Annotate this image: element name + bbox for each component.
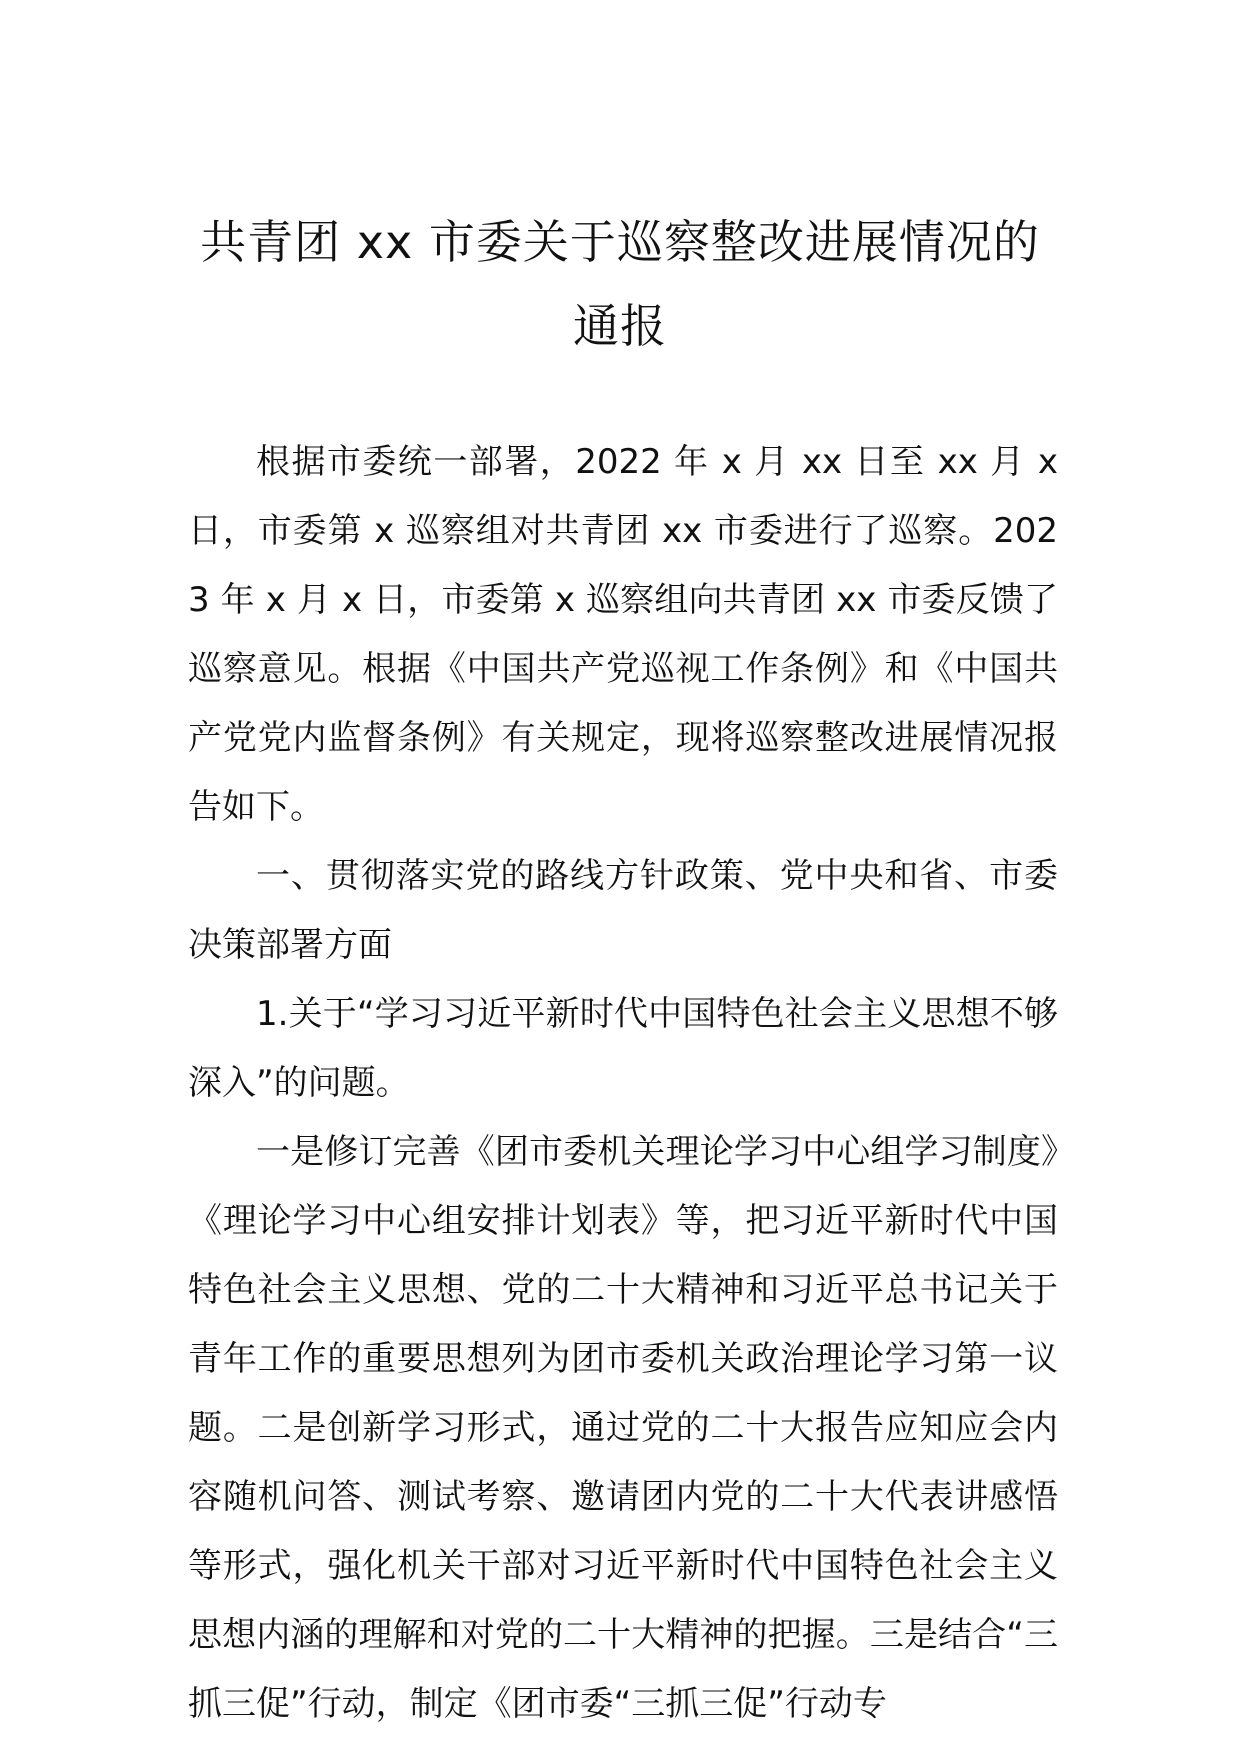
document-body — [188, 428, 1058, 1739]
issue-heading: 1.关于“学习习近平新时代中国特色社会主义思想不够深入”的问题。 — [188, 994, 1058, 1103]
section-heading: 一、贯彻落实党的路线方针政策、党中央和省、市委决策部署方面 — [188, 856, 1058, 965]
document-title: 共青团 xx 市委关于巡察整改进展情况的通报 — [200, 215, 1040, 353]
intro-paragraph: 根据市委统一部署，2022 年 x 月 xx 日至 xx 月 x 日，市委第 x 巡察组对共青团 xx 市委进行了巡察。2023 年 x 月 x 日，市委第 x 巡察组向共青团 xx 市委反馈了巡察意见。根据《中国共产党巡视工作条例》和《中国共产党党内监督条例》有关规定，现将巡察整改进展情况报告如下。 — [188, 442, 1058, 827]
body-paragraph: 一是修订完善《团市委机关理论学习中心组学习制度》《理论学习中心组安排计划表》等，把习近平新时代中国特色社会主义思想、党的二十大精神和习近平总书记关于青年工作的重要思想列为团市委机关政治理论学习第一议题。二是创新学习形式，通过党的二十大报告应知应会内容随机问答、测试考察、邀请团内党的二十大代表讲感悟等形式，强化机关干部对习近平新时代中国特色社会主义思想内涵的理解和对党的二十大精神的把握。三是结合“三抓三促”行动，制定《团市委“三抓三促”行动专 — [188, 1132, 1058, 1724]
